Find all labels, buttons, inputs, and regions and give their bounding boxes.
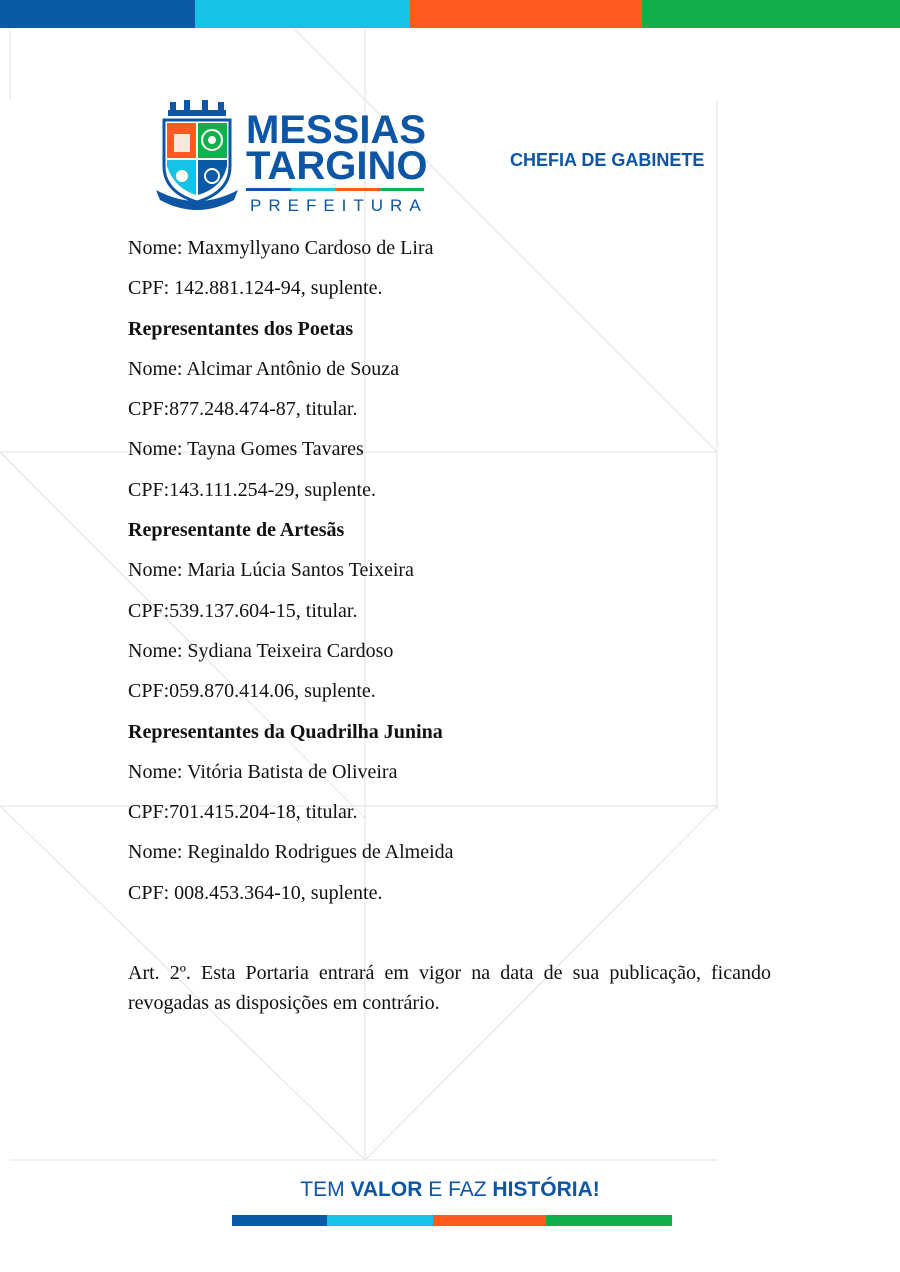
section-heading: Representantes dos Poetas [128,317,354,340]
body-line: Nome: Tayna Gomes Tavares [128,438,364,461]
body-line: Nome: Sydiana Teixeira Cardoso [128,639,394,662]
brand-subtitle: PREFEITURA [250,196,428,215]
slogan-part-4: HISTÓRIA! [492,1178,600,1201]
body-line: CPF:143.111.254-29, suplente. [128,478,376,501]
body-line: Nome: Vitória Batista de Oliveira [128,760,398,783]
body-line: CPF: 008.453.364-10, suplente. [128,881,383,904]
brand-name-line1: MESSIAS [246,108,427,152]
body-line: Nome: Maxmyllyano Cardoso de Lira [128,237,434,259]
brand-name-line2: TARGINO [246,144,428,188]
body-line: CPF:877.248.474-87, titular. [128,398,358,421]
document-body [128,234,771,919]
document-header [154,100,734,215]
body-line: Nome: Alcimar Antônio de Souza [128,357,400,380]
slogan-part-1: TEM [300,1178,351,1201]
footer-bar-green-segment [546,1215,672,1226]
section-heading: Representantes da Quadrilha Junina [128,720,443,743]
body-line: CPF:059.870.414.06, suplente. [128,680,376,703]
slogan-part-2: VALOR [350,1178,423,1201]
footer-bar-blue-segment [232,1215,327,1226]
brand-wordmark [246,108,428,216]
footer-color-bar [232,1215,672,1226]
body-line: CPF: 142.881.124-94, suplente. [128,277,383,300]
body-line: CPF:539.137.604-15, titular. [128,599,358,622]
body-line: CPF:701.415.204-18, titular. [128,801,358,824]
body-line: Nome: Maria Lúcia Santos Teixeira [128,559,414,582]
body-line: Nome: Reginaldo Rodrigues de Almeida [128,841,454,864]
article-paragraph: Art. 2º. Esta Portaria entrará em vigor na data de sua publicação, ficando revogadas as disposições em contrário. [128,962,771,1014]
footer-bar-orange-segment [433,1215,546,1226]
slogan-part-3: E FAZ [422,1178,493,1201]
footer-bar-cyan-segment [327,1215,433,1226]
department-title: CHEFIA DE GABINETE [510,150,705,170]
city-crest-logo [154,100,240,212]
footer-slogan [0,1178,900,1202]
section-heading: Representante de Artesãs [128,519,345,542]
brand-color-stripe [246,188,424,191]
